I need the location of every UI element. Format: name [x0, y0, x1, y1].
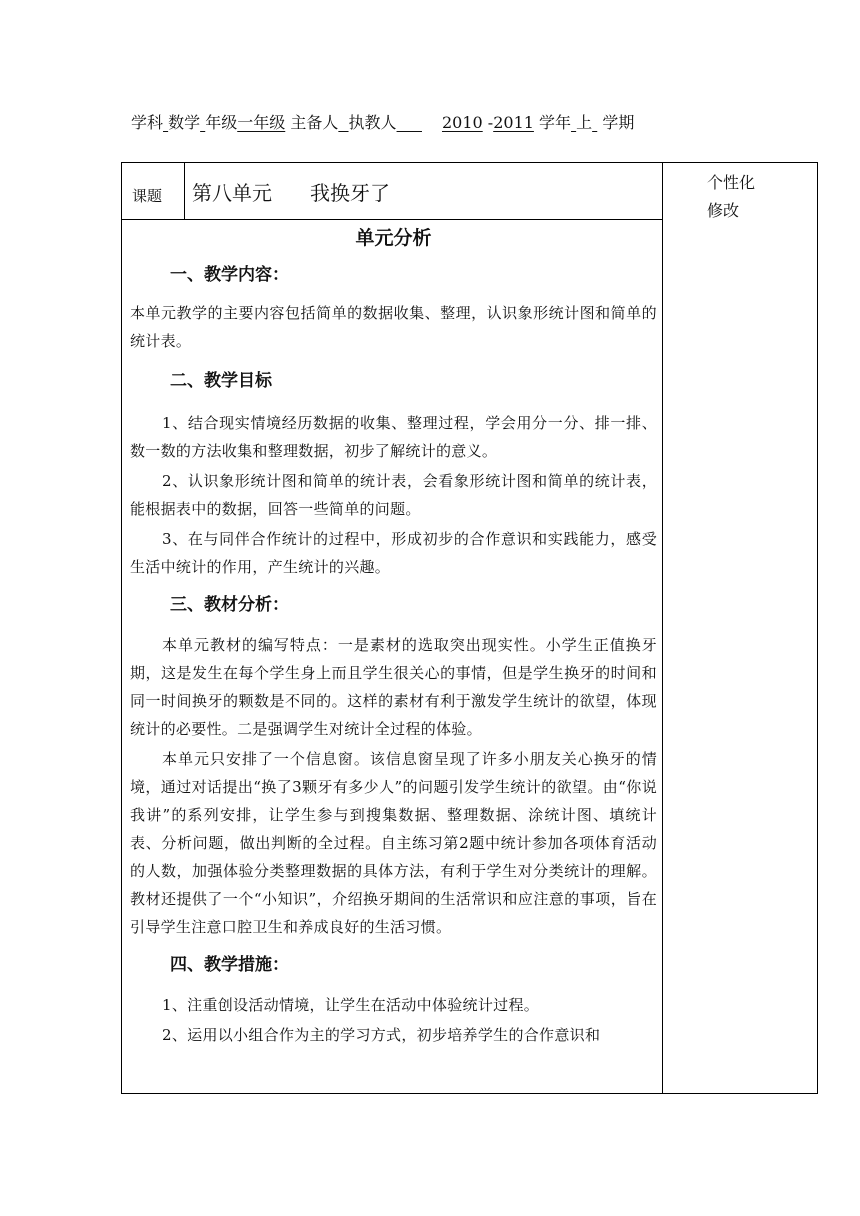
teacher-label: 执教人 [348, 113, 397, 132]
paragraph: 2、认识象形统计图和简单的统计表，会看象形统计图和简单的统计表，能根据表中的数据，回答一些简单的问题。 [130, 472, 657, 518]
paragraph: 2、运用以小组合作为主的学习方式，初步培养学生的合作意识和 [162, 1026, 601, 1044]
topic-label: 课题 [132, 187, 163, 205]
grade-label: 年级 [205, 113, 238, 132]
paragraph: 本单元教学的主要内容包括简单的数据收集、整理，认识象形统计图和简单的统计表。 [130, 304, 657, 350]
personal-revision-label: 个性化 修改 [707, 173, 756, 220]
year-separator: - [487, 113, 494, 132]
section-heading: 三、教材分析： [170, 595, 289, 615]
term-value: 上 [576, 113, 593, 132]
topic-unit: 第八单元 [192, 181, 272, 205]
teacher-blank [397, 113, 422, 132]
document-header [131, 110, 634, 133]
paragraph: 1、结合现实情境经历数据的收集、整理过程，学会用分一分、排一排、数一数的方法收集和整理数据，初步了解统计的意义。 [130, 414, 657, 460]
table-divider [122, 219, 662, 220]
preparer-label: 主备人 [290, 113, 339, 132]
section-heading: 四、教学措施： [170, 955, 289, 975]
topic-title [192, 177, 390, 206]
subject-label: 学科 [131, 113, 164, 132]
subject-value: 数学 [168, 113, 201, 132]
lesson-table [121, 162, 818, 1094]
section-heading: 一、教学内容： [170, 265, 289, 285]
table-divider [184, 163, 185, 219]
year-start: 2010 [441, 113, 483, 132]
unit-analysis [130, 223, 657, 1049]
paragraph: 本单元教材的编写特点：一是素材的选取突出现实性。小学生正值换牙期，这是发生在每个学生身上而且学生很关心的事情，但是学生换牙的时间和同一时间换牙的颗数是不同的。这样的素材有利于激发学生统计的欲望，体现统计的必要性。二是强调学生对统计全过程的体验。 [130, 636, 657, 738]
paragraph: 本单元只安排了一个信息窗。该信息窗呈现了许多小朋友关心换牙的情境，通过对话提出“换了3颗牙有多少人”的问题引发学生统计的欲望。由“你说我讲”的系列安排，让学生参与到搜集数据、整理数据、涂统计图、填统计表、分析问题，做出判断的全过程。自主练习第2题中统计参加各项体育活动的人数，加强体验分类整理数据的具体方法，有利于学生对分类统计的理解。教材还提供了一个“小知识”，介绍换牙期间的生活常识和应注意的事项，旨在引导学生注意口腔卫生和养成良好的生活习惯。 [130, 750, 657, 936]
year-label: 学年 [539, 113, 572, 132]
year-end: 2011 [493, 113, 534, 132]
paragraph: 1、注重创设活动情境，让学生在活动中体验统计过程。 [162, 996, 540, 1014]
grade-value: 一年级 [237, 113, 286, 132]
section-heading: 二、教学目标 [170, 371, 272, 391]
table-divider [662, 163, 663, 1093]
term-label: 学期 [602, 113, 635, 132]
paragraph: 3、在与同伴合作统计的过程中，形成初步的合作意识和实践能力，感受生活中统计的作用，产生统计的兴趣。 [130, 530, 657, 576]
topic-name: 我换牙了 [310, 181, 390, 205]
section-title: 单元分析 [355, 227, 432, 249]
preparer-blank [338, 113, 348, 132]
